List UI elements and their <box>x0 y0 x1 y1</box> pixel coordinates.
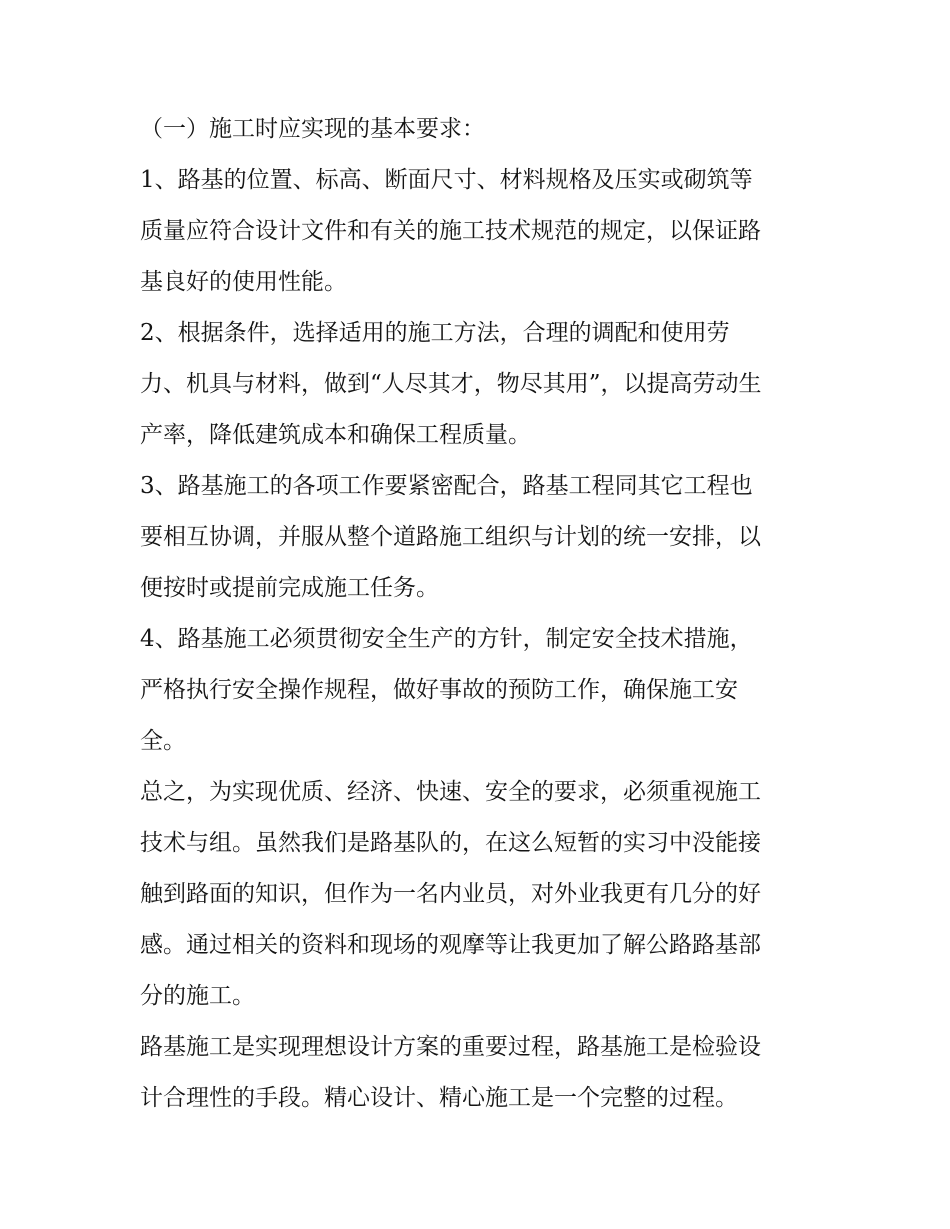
text-line: 1、路基的位置、标高、断面尺寸、材料规格及压实或砌筑等 <box>140 167 753 193</box>
section-heading: （一）施工时应实现的基本要求： <box>140 116 485 142</box>
text-line: 产率，降低建筑成本和确保工程质量。 <box>140 422 531 448</box>
text-line: 分的施工。 <box>140 983 255 1009</box>
text-line: 2、根据条件，选择适用的施工方法，合理的调配和使用劳 <box>140 320 730 346</box>
text-line: 计合理性的手段。精心设计、精心施工是一个完整的过程。 <box>140 1085 738 1111</box>
text-line: 基良好的使用性能。 <box>140 269 347 295</box>
text-line: 技术与组。虽然我们是路基队的，在这么短暂的实习中没能接 <box>140 830 761 856</box>
text-line: 严格执行安全操作规程，做好事故的预防工作，确保施工安 <box>140 677 738 703</box>
text-line: 路基施工是实现理想设计方案的重要过程，路基施工是检验设 <box>140 1034 761 1060</box>
text-line: 4、路基施工必须贯彻安全生产的方针，制定安全技术措施， <box>140 626 753 652</box>
text-line: 质量应符合设计文件和有关的施工技术规范的规定，以保证路 <box>140 218 761 244</box>
text-line: 触到路面的知识，但作为一名内业员，对外业我更有几分的好 <box>140 881 761 907</box>
text-line: 3、路基施工的各项工作要紧密配合，路基工程同其它工程也 <box>140 473 753 499</box>
text-line: 便按时或提前完成施工任务。 <box>140 575 439 601</box>
text-line: 总之，为实现优质、经济、快速、安全的要求，必须重视施工 <box>140 779 761 805</box>
text-line: 感。通过相关的资料和现场的观摩等让我更加了解公路路基部 <box>140 932 761 958</box>
text-line: 要相互协调，并服从整个道路施工组织与计划的统一安排，以 <box>140 524 761 550</box>
text-line: 全。 <box>140 728 186 754</box>
text-line: 力、机具与材料，做到“人尽其才，物尽其用”，以提高劳动生 <box>140 371 762 397</box>
document-body <box>140 104 820 1124</box>
